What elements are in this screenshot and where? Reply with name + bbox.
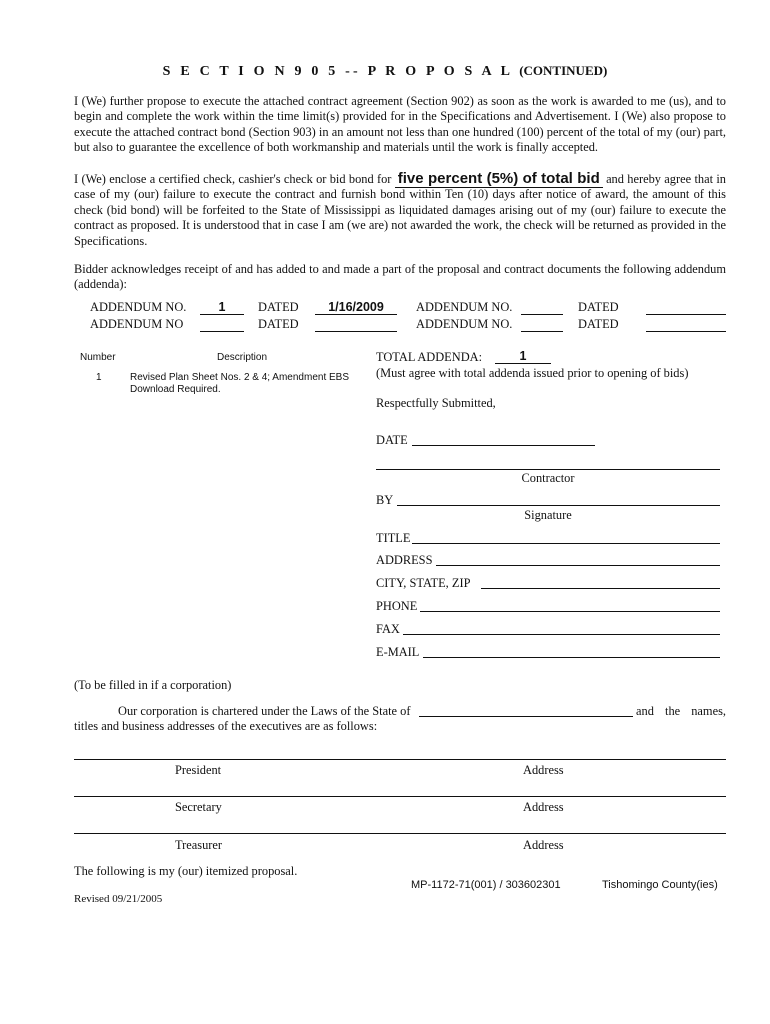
total-addenda-field[interactable]: 1 — [495, 349, 551, 364]
revised-date: Revised 09/21/2005 — [74, 893, 163, 905]
addenda-acknowledgement: Bidder acknowledges receipt of and has added to and made a part of the proposal and contract documents the following addendum (addenda): — [74, 262, 726, 292]
addendum-date-field-2a[interactable] — [315, 317, 397, 332]
corporation-line-2: titles and business addresses of the executives are as follows: — [74, 719, 378, 733]
section-title: S E C T I O N 9 0 5 -- P R O P O S A L — [162, 64, 514, 79]
addendum-no-label-2a: ADDENDUM NO — [90, 317, 184, 331]
addendum-no-field-2a[interactable] — [200, 317, 244, 332]
dated-label-2b: DATED — [578, 317, 619, 331]
title-field[interactable] — [412, 529, 720, 544]
signature-field[interactable] — [397, 491, 720, 506]
city-state-zip-label: CITY, STATE, ZIP — [376, 576, 471, 590]
city-state-zip-field[interactable] — [481, 574, 720, 589]
addenda-description-header: Description — [217, 352, 268, 363]
addendum-no-field-1b[interactable] — [521, 300, 563, 315]
contractor-field[interactable] — [376, 455, 720, 470]
county-name: Tishomingo County(ies) — [602, 879, 718, 891]
addenda-description-line-2: Download Required. — [130, 384, 221, 395]
dated-label-2a: DATED — [258, 317, 299, 331]
email-field[interactable] — [423, 643, 720, 658]
by-label: BY — [376, 493, 394, 507]
corporation-line-after: and the names, — [636, 704, 726, 718]
dated-label-1a: DATED — [258, 300, 299, 314]
bid-bond-text-after: and hereby agree that in case of my (our) failure to execute the contract and furnish bond within Ten (10) days after notice of award, the amount of this check (bid bond) will be forfeited to the State of Mississippi as liquidated damages arising out of my (our) failure to execute the contract as proposed. It is understood that in case I am (we are) not awarded the work, the check will be returned as provided in the Specifications. — [74, 172, 726, 248]
president-address-label: Address — [523, 763, 564, 777]
email-label: E-MAIL — [376, 645, 420, 659]
secretary-address-label: Address — [523, 800, 564, 814]
addendum-no-label-1b: ADDENDUM NO. — [416, 300, 513, 314]
dated-label-1b: DATED — [578, 300, 619, 314]
bid-bond-amount[interactable]: five percent (5%) of total bid — [395, 170, 603, 188]
addendum-no-label-2b: ADDENDUM NO. — [416, 317, 513, 331]
bid-bond-paragraph — [74, 171, 726, 249]
fax-field[interactable] — [403, 620, 720, 635]
corporation-line-before: Our corporation is chartered under the Laws of the State of — [118, 704, 411, 718]
project-number: MP-1172-71(001) / 303602301 — [411, 879, 561, 891]
secretary-line[interactable] — [74, 796, 726, 797]
address-label: ADDRESS — [376, 553, 433, 567]
addenda-description-line-1: Revised Plan Sheet Nos. 2 & 4; Amendment EBS — [130, 372, 350, 383]
addenda-number-header: Number — [80, 352, 116, 363]
secretary-label: Secretary — [175, 800, 222, 814]
treasurer-line[interactable] — [74, 833, 726, 834]
president-line[interactable] — [74, 759, 726, 760]
addendum-no-label-1a: ADDENDUM NO. — [90, 300, 187, 314]
addendum-no-field-2b[interactable] — [521, 317, 563, 332]
phone-label: PHONE — [376, 599, 418, 613]
signature-label: Signature — [524, 508, 572, 522]
continued-label: (CONTINUED) — [519, 63, 608, 78]
total-addenda-note: (Must agree with total addenda issued prior to opening of bids) — [376, 366, 689, 380]
total-addenda-label: TOTAL ADDENDA: — [376, 350, 483, 364]
title-label: TITLE — [376, 531, 411, 545]
itemized-proposal-note: The following is my (our) itemized proposal. — [74, 864, 298, 878]
fax-label: FAX — [376, 622, 400, 636]
page-title — [0, 63, 770, 80]
president-label: President — [175, 763, 222, 777]
address-field[interactable] — [436, 551, 720, 566]
addenda-row-description — [130, 372, 360, 396]
addendum-date-field-2b[interactable] — [646, 317, 726, 332]
bid-bond-text-before: I (We) enclose a certified check, cashier's check or bid bond for — [74, 172, 392, 186]
respectfully-submitted: Respectfully Submitted, — [376, 396, 496, 410]
addendum-date-field-1b[interactable] — [646, 300, 726, 315]
addenda-row-number: 1 — [96, 372, 102, 383]
proposal-paragraph-1: I (We) further propose to execute the attached contract agreement (Section 902) as soon as the work is awarded to me (us), and to begin and complete the work within the time limit(s) provided for in the Specifications and Advertisement. I (We) also propose to execute the attached contract bond (Section 903) in an amount not less than one hundred (100) percent of the total of my (our) part, but also to guarantee the excellence of both workmanship and materials until the work is finally accepted. — [74, 94, 726, 155]
treasurer-address-label: Address — [523, 838, 564, 852]
treasurer-label: Treasurer — [175, 838, 223, 852]
date-field[interactable] — [412, 431, 595, 446]
date-label: DATE — [376, 433, 408, 447]
phone-field[interactable] — [420, 597, 720, 612]
contractor-label: Contractor — [521, 471, 575, 485]
corporation-note: (To be filled in if a corporation) — [74, 678, 232, 692]
charter-state-field[interactable] — [419, 702, 633, 717]
addendum-date-field-1a[interactable]: 1/16/2009 — [315, 300, 397, 315]
addendum-no-field-1a[interactable]: 1 — [200, 300, 244, 315]
